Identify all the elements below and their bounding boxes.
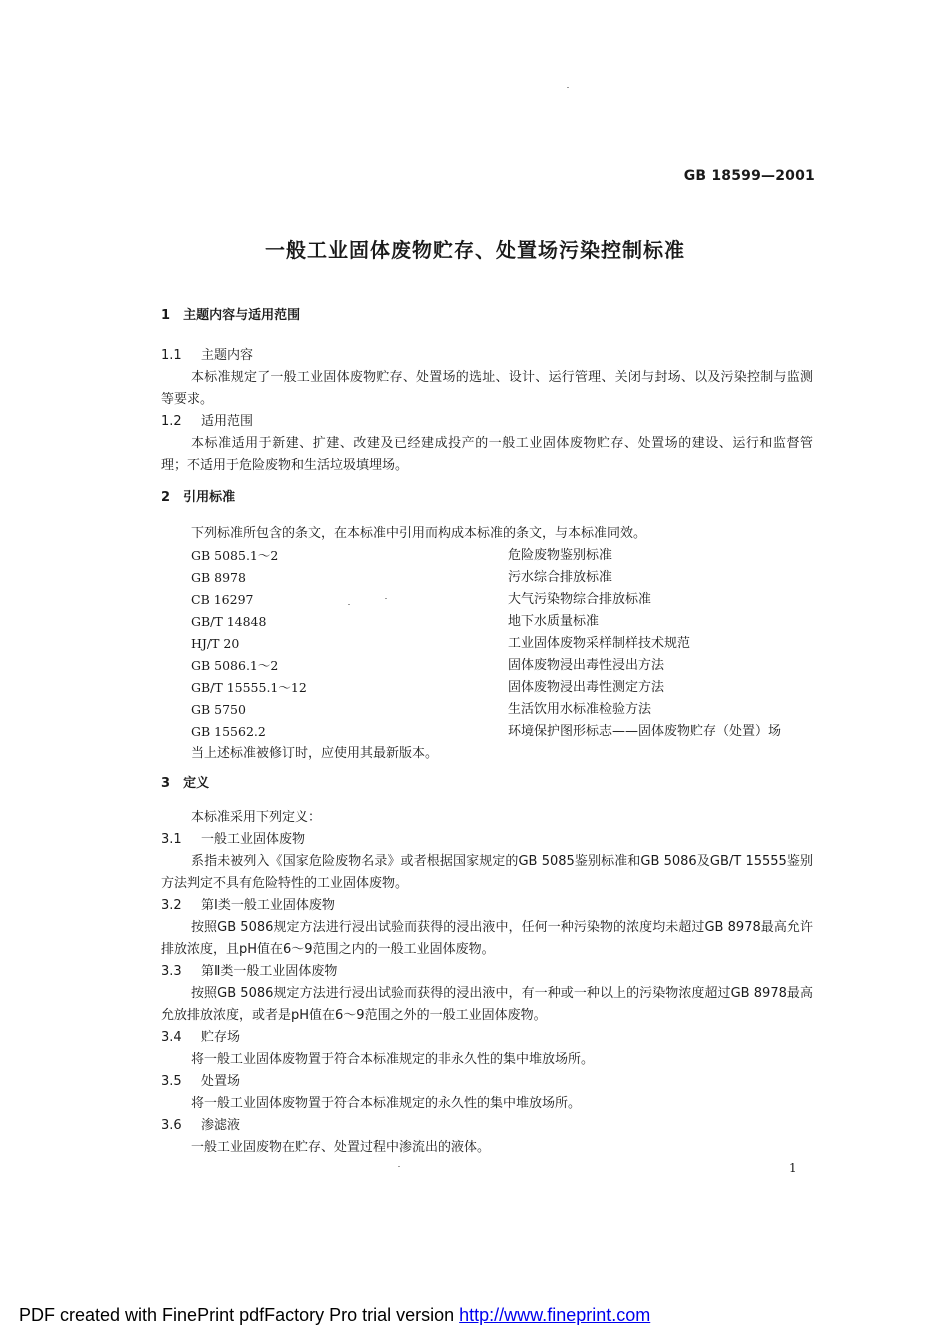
reference-code: HJ/T 20 <box>191 636 240 651</box>
footer-link[interactable]: http://www.fineprint.com <box>459 1305 651 1325</box>
reference-title: 大气污染物综合排放标准 <box>508 592 652 607</box>
reference-title: 环境保护图形标志——固体废物贮存（处置）场 <box>508 724 782 739</box>
reference-row <box>161 567 813 589</box>
definition-term: 第Ⅱ类一般工业固体废物 <box>201 964 338 979</box>
reference-row <box>161 589 813 611</box>
reference-title: 污水综合排放标准 <box>508 570 613 585</box>
page-title: 一般工业固体废物贮存、处置场污染控制标准 <box>265 238 685 262</box>
definition-text: 一般工业固废物在贮存、处置过程中渗流出的液体。 <box>191 1140 491 1155</box>
reference-intro: 下列标准所包含的条文，在本标准中引用而构成本标准的条文，与本标准同效。 <box>191 526 647 541</box>
subsection-number: 1.1 <box>161 348 182 363</box>
standard-number: GB 18599—2001 <box>683 168 815 184</box>
definition-term: 第Ⅰ类一般工业固体废物 <box>201 898 335 913</box>
reference-code: GB 15562.2 <box>191 724 266 739</box>
subsection-1-2 <box>161 411 813 477</box>
definition-term: 一般工业固体废物 <box>201 832 306 847</box>
reference-title: 地下水质量标准 <box>508 614 600 629</box>
reference-row <box>161 655 813 677</box>
definition-number: 3.4 <box>161 1030 182 1045</box>
definition-text: 系指未被列入《国家危险废物名录》或者根据国家规定的GB 5085鉴别标准和GB 5086及GB/T 15555鉴别方法判定不具有危险特性的工业固体废物。 <box>161 854 813 891</box>
scan-speck <box>385 598 387 599</box>
section-number: 3 <box>161 776 171 791</box>
reference-title: 固体废物浸出毒性测定方法 <box>508 680 665 695</box>
definition-number: 3.1 <box>161 832 182 847</box>
definition-text: 将一般工业固体废物置于符合本标准规定的非永久性的集中堆放场所。 <box>191 1052 595 1067</box>
reference-code: GB 5085.1～2 <box>191 548 279 563</box>
reference-code: GB/T 15555.1～12 <box>191 680 307 695</box>
section-title: 引用标准 <box>183 490 236 505</box>
footer-text: PDF created with FinePrint pdfFactory Pro trial version <box>19 1305 460 1325</box>
reference-row <box>161 721 813 743</box>
section-2-heading <box>161 487 813 509</box>
definition-item <box>161 1115 813 1159</box>
definition-number: 3.2 <box>161 898 182 913</box>
definition-text: 按照GB 5086规定方法进行浸出试验而获得的浸出液中，任何一种污染物的浓度均未超过GB 8978最高允许排放浓度，且pH值在6～9范围之内的一般工业固体废物。 <box>161 920 813 957</box>
reference-code: GB 5750 <box>191 702 246 717</box>
reference-code: CB 16297 <box>191 592 254 607</box>
reference-code: GB 5086.1～2 <box>191 658 279 673</box>
definition-item <box>161 1027 813 1071</box>
reference-note: 当上述标准被修订时，应使用其最新版本。 <box>191 746 439 761</box>
reference-row <box>161 545 813 567</box>
definition-term: 处置场 <box>201 1074 241 1089</box>
page-number: 1 <box>789 1161 797 1175</box>
scan-speck <box>398 1166 400 1167</box>
reference-code: GB 8978 <box>191 570 246 585</box>
definitions <box>161 807 813 1159</box>
subsection-title: 适用范围 <box>201 414 254 429</box>
reference-title: 危险废物鉴别标准 <box>508 548 613 563</box>
section-number: 1 <box>161 308 171 323</box>
subsection-1-1 <box>161 345 813 411</box>
section-3-heading <box>161 773 813 795</box>
reference-code: GB/T 14848 <box>191 614 267 629</box>
definition-number: 3.6 <box>161 1118 182 1133</box>
reference-row <box>161 611 813 633</box>
definition-item <box>161 895 813 961</box>
section-number: 2 <box>161 490 171 505</box>
reference-row <box>161 633 813 655</box>
scan-speck <box>567 87 569 88</box>
subsection-title: 主题内容 <box>201 348 254 363</box>
definition-number: 3.3 <box>161 964 182 979</box>
subsection-number: 1.2 <box>161 414 182 429</box>
definition-item <box>161 829 813 895</box>
paragraph: 本标准规定了一般工业固体废物贮存、处置场的选址、设计、运行管理、关闭与封场、以及污染控制与监测等要求。 <box>161 370 813 407</box>
reference-row <box>161 699 813 721</box>
reference-title: 固体废物浸出毒性浸出方法 <box>508 658 665 673</box>
definition-number: 3.5 <box>161 1074 182 1089</box>
definition-term: 贮存场 <box>201 1030 241 1045</box>
pdf-footer <box>19 1305 650 1326</box>
reference-list <box>161 523 813 765</box>
section-title: 定义 <box>183 776 210 791</box>
definition-text: 将一般工业固体废物置于符合本标准规定的永久性的集中堆放场所。 <box>191 1096 582 1111</box>
definition-item <box>161 961 813 1027</box>
reference-row <box>161 677 813 699</box>
definition-item <box>161 1071 813 1115</box>
definitions-intro: 本标准采用下列定义： <box>191 810 322 825</box>
definition-term: 渗滤液 <box>201 1118 241 1133</box>
section-1-heading <box>161 305 813 327</box>
scan-speck <box>348 604 350 605</box>
section-title: 主题内容与适用范围 <box>183 308 301 323</box>
paragraph: 本标准适用于新建、扩建、改建及已经建成投产的一般工业固体废物贮存、处置场的建设、运行和监督管理；不适用于危险废物和生活垃圾填埋场。 <box>161 436 813 473</box>
definition-text: 按照GB 5086规定方法进行浸出试验而获得的浸出液中，有一种或一种以上的污染物浓度超过GB 8978最高允放排放浓度，或者是pH值在6～9范围之外的一般工业固体废物。 <box>161 986 813 1023</box>
reference-title: 工业固体废物采样制样技术规范 <box>508 636 691 651</box>
reference-title: 生活饮用水标准检验方法 <box>508 702 652 717</box>
